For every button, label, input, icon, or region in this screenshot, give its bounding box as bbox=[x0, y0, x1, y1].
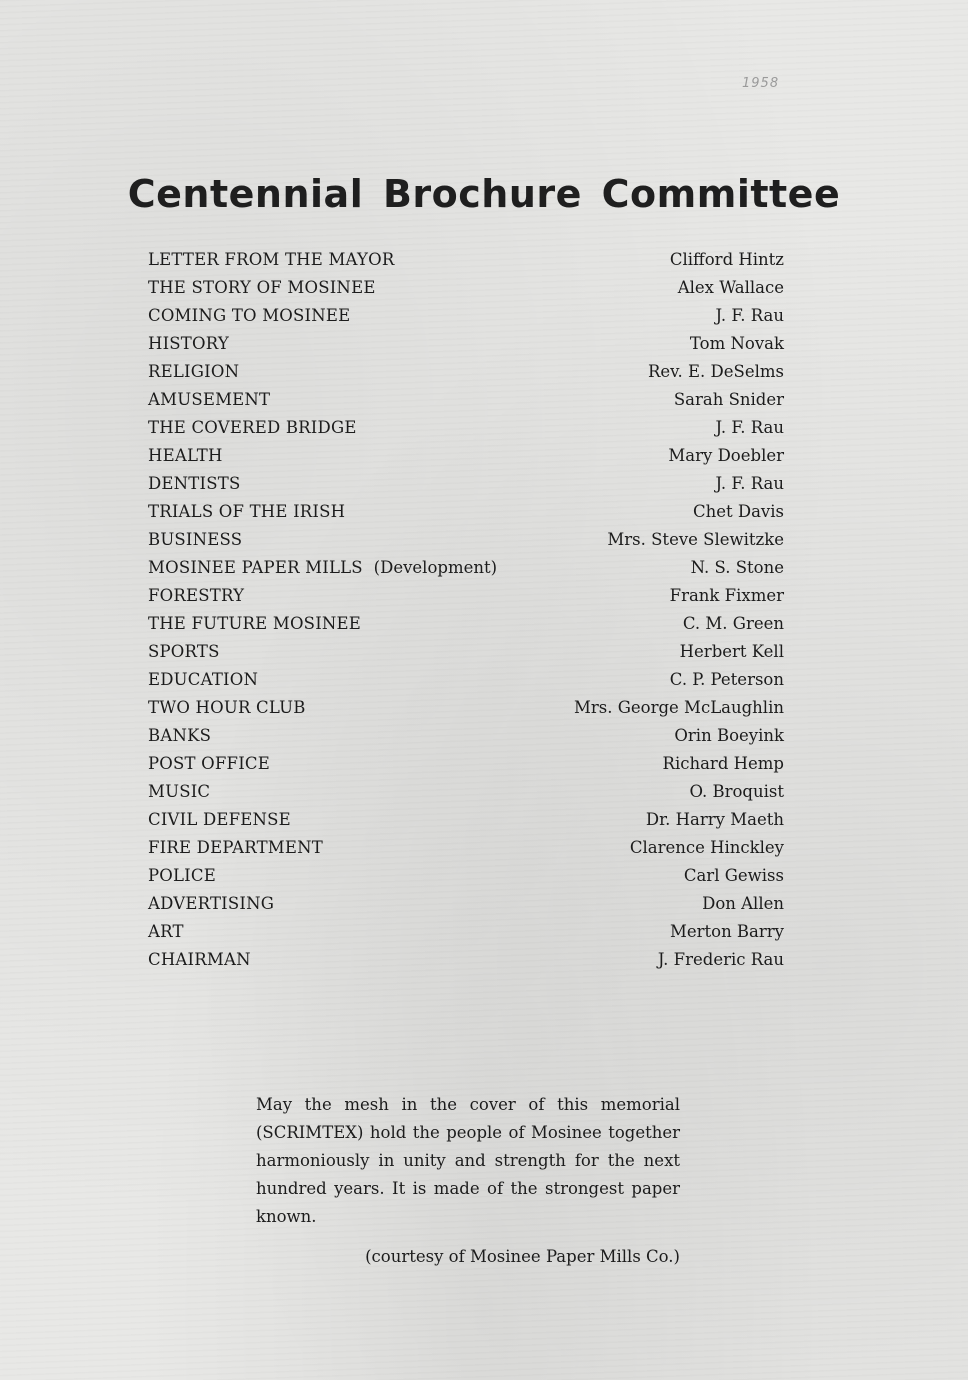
section-label: THE FUTURE MOSINEE bbox=[148, 614, 362, 633]
committee-member: Frank Fixmer bbox=[669, 586, 784, 605]
committee-row bbox=[148, 610, 784, 638]
section-title bbox=[148, 246, 394, 274]
section-title bbox=[148, 582, 244, 610]
corner-annotation: 1958 bbox=[742, 76, 780, 91]
section-title bbox=[148, 806, 291, 834]
section-label: BANKS bbox=[148, 726, 212, 745]
section-note: (Development) bbox=[373, 558, 498, 577]
committee-member: Mrs. Steve Slewitzke bbox=[607, 530, 784, 549]
section-label: EDUCATION bbox=[148, 670, 259, 689]
section-label: RELIGION bbox=[148, 362, 240, 381]
section-title bbox=[148, 274, 376, 302]
section-title bbox=[148, 834, 323, 862]
section-title bbox=[148, 414, 357, 442]
committee-member: C. M. Green bbox=[682, 614, 784, 633]
committee-row bbox=[148, 302, 784, 330]
committee-row bbox=[148, 498, 784, 526]
committee-member: J. Frederic Rau bbox=[657, 950, 784, 969]
section-title bbox=[148, 918, 184, 946]
committee-row bbox=[148, 694, 784, 722]
committee-member: Orin Boeyink bbox=[674, 726, 784, 745]
section-title bbox=[148, 358, 239, 386]
committee-row bbox=[148, 414, 784, 442]
section-title bbox=[148, 610, 361, 638]
committee-row bbox=[148, 946, 784, 974]
committee-member: Merton Barry bbox=[669, 922, 784, 941]
section-label: DENTISTS bbox=[148, 474, 241, 493]
section-title bbox=[148, 526, 242, 554]
committee-row bbox=[148, 722, 784, 750]
committee-row bbox=[148, 918, 784, 946]
section-title bbox=[148, 750, 270, 778]
section-title bbox=[148, 470, 240, 498]
committee-row bbox=[148, 750, 784, 778]
section-title bbox=[148, 330, 229, 358]
committee-member: Rev. E. DeSelms bbox=[647, 362, 784, 381]
committee-member: Mary Doebler bbox=[668, 446, 784, 465]
section-title bbox=[148, 302, 350, 330]
section-label: AMUSEMENT bbox=[148, 390, 271, 409]
section-label: CIVIL DEFENSE bbox=[148, 810, 291, 829]
section-title bbox=[148, 722, 211, 750]
committee-member: Herbert Kell bbox=[679, 642, 784, 661]
section-label: THE COVERED BRIDGE bbox=[148, 418, 357, 437]
committee-row bbox=[148, 806, 784, 834]
section-title bbox=[148, 946, 251, 974]
committee-row bbox=[148, 470, 784, 498]
section-label: HISTORY bbox=[148, 334, 229, 353]
section-title bbox=[148, 694, 306, 722]
courtesy-credit: (courtesy of Mosinee Paper Mills Co.) bbox=[365, 1247, 680, 1266]
committee-row bbox=[148, 862, 784, 890]
dedication-paragraph: May the mesh in the cover of this memorial (SCRIMTEX) hold the people of Mosinee together harmoniously in unity and strength for the next hundred years. It is made of the strongest paper known. bbox=[256, 1095, 680, 1226]
section-title bbox=[148, 862, 216, 890]
committee-member: Richard Hemp bbox=[662, 754, 784, 773]
committee-member: Don Allen bbox=[702, 894, 784, 913]
page-title: Centennial Brochure Committee bbox=[127, 172, 841, 216]
section-label: ADVERTISING bbox=[148, 894, 275, 913]
committee-member: Clifford Hintz bbox=[669, 250, 784, 269]
committee-member: N. S. Stone bbox=[690, 558, 784, 577]
committee-member: Alex Wallace bbox=[677, 278, 784, 297]
committee-row bbox=[148, 638, 784, 666]
section-label: BUSINESS bbox=[148, 530, 243, 549]
section-label: TWO HOUR CLUB bbox=[148, 698, 306, 717]
committee-row bbox=[148, 358, 784, 386]
section-label: MUSIC bbox=[148, 782, 211, 801]
committee-member: J. F. Rau bbox=[715, 306, 784, 325]
committee-row bbox=[148, 554, 784, 582]
section-label: SPORTS bbox=[148, 642, 220, 661]
committee-member: Tom Novak bbox=[689, 334, 784, 353]
committee-member: C. P. Peterson bbox=[669, 670, 784, 689]
committee-member: Chet Davis bbox=[692, 502, 784, 521]
section-label: COMING TO MOSINEE bbox=[148, 306, 351, 325]
section-title bbox=[148, 778, 210, 806]
committee-row bbox=[148, 890, 784, 918]
section-title bbox=[148, 638, 220, 666]
section-title bbox=[148, 498, 345, 526]
committee-member: Clarence Hinckley bbox=[629, 838, 784, 857]
committee-row bbox=[148, 274, 784, 302]
section-title bbox=[148, 442, 223, 470]
committee-member: J. F. Rau bbox=[715, 474, 784, 493]
committee-member: Sarah Snider bbox=[673, 390, 784, 409]
committee-row bbox=[148, 582, 784, 610]
section-label: LETTER FROM THE MAYOR bbox=[148, 250, 395, 269]
committee-member: Dr. Harry Maeth bbox=[645, 810, 784, 829]
section-label: HEALTH bbox=[148, 446, 223, 465]
section-label: FIRE DEPARTMENT bbox=[148, 838, 323, 857]
section-label: MOSINEE PAPER MILLS bbox=[148, 558, 363, 577]
committee-row bbox=[148, 834, 784, 862]
committee-row bbox=[148, 442, 784, 470]
committee-row bbox=[148, 666, 784, 694]
section-label: FORESTRY bbox=[148, 586, 245, 605]
section-label: ART bbox=[148, 922, 184, 941]
section-label: TRIALS OF THE IRISH bbox=[148, 502, 346, 521]
committee-member: Carl Gewiss bbox=[683, 866, 784, 885]
section-label: POST OFFICE bbox=[148, 754, 270, 773]
committee-row bbox=[148, 386, 784, 414]
section-label: POLICE bbox=[148, 866, 216, 885]
committee-row bbox=[148, 246, 784, 274]
section-title bbox=[148, 890, 274, 918]
section-title bbox=[148, 666, 258, 694]
section-title bbox=[148, 554, 497, 582]
section-label: CHAIRMAN bbox=[148, 950, 251, 969]
committee-member: J. F. Rau bbox=[715, 418, 784, 437]
section-label: THE STORY OF MOSINEE bbox=[148, 278, 376, 297]
committee-row bbox=[148, 330, 784, 358]
committee-member: O. Broquist bbox=[689, 782, 784, 801]
section-title bbox=[148, 386, 270, 414]
committee-row bbox=[148, 778, 784, 806]
committee-row bbox=[148, 526, 784, 554]
committee-list bbox=[148, 246, 784, 974]
committee-member: Mrs. George McLaughlin bbox=[573, 698, 784, 717]
